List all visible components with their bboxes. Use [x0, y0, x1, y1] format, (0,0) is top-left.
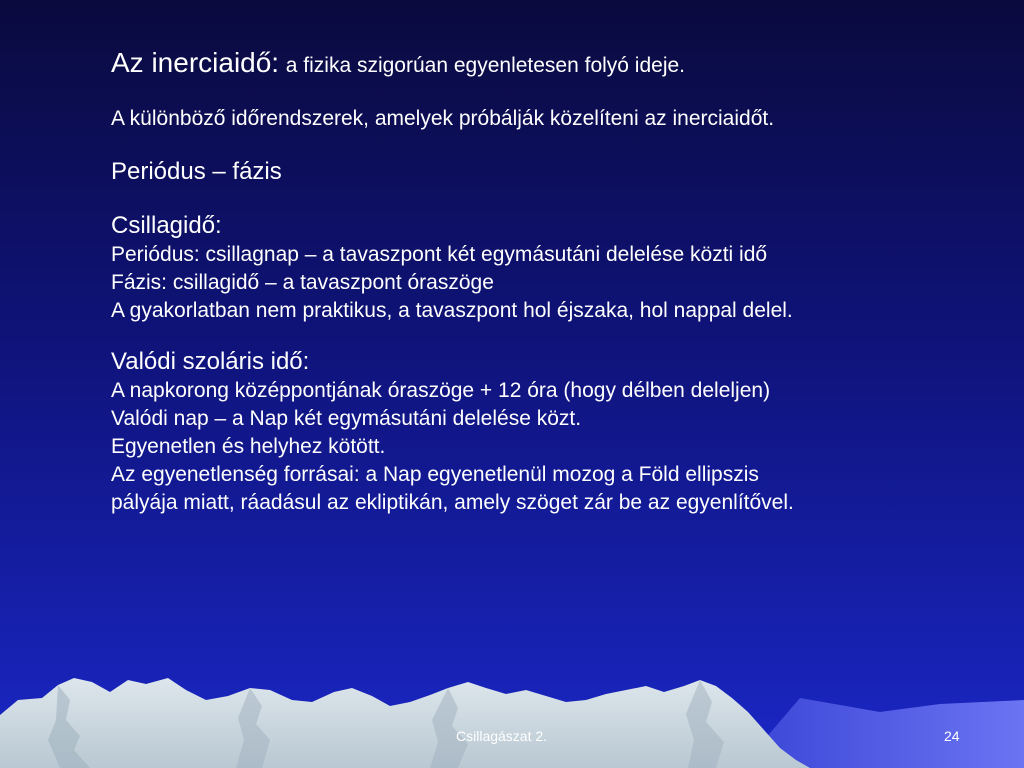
- slide-content: [111, 48, 991, 517]
- solar-heading: Valódi szoláris idő:: [111, 348, 310, 375]
- sidereal-heading: Csillagidő:: [111, 212, 222, 239]
- footer-title: Csillagászat 2.: [456, 728, 548, 744]
- sidereal-line: Fázis: csillagidő – a tavaszpont óraszöge: [111, 271, 494, 294]
- sidereal-line: Periódus: csillagnap – a tavaszpont két egymásutáni delelése közti idő: [111, 243, 768, 266]
- time-systems-text: A különböző időrendszerek, amelyek próbálják közelíteni az inerciaidőt.: [111, 107, 775, 130]
- slide-title: [111, 48, 991, 81]
- slide-number: 24: [944, 728, 960, 744]
- period-phase-heading: Periódus – fázis: [111, 158, 282, 185]
- sidereal-line: A gyakorlatban nem praktikus, a tavaszpont hol éjszaka, hol nappal delel.: [111, 299, 793, 322]
- solar-line: pályája miatt, ráadásul az ekliptikán, amely szöget zár be az egyenlítővel.: [111, 491, 794, 514]
- mountain-landscape: [0, 640, 1024, 768]
- title-main: Az inerciaidő:: [111, 47, 280, 78]
- solar-line: Az egyenetlenség forrásai: a Nap egyenetlenül mozog a Föld ellipszis: [111, 463, 759, 486]
- title-definition: a fizika szigorúan egyenletesen folyó ideje.: [285, 54, 686, 77]
- solar-line: Valódi nap – a Nap két egymásutáni delelése közt.: [111, 407, 582, 430]
- solar-line: A napkorong középpontjának óraszöge + 12 óra (hogy délben deleljen): [111, 379, 771, 402]
- solar-line: Egyenetlen és helyhez kötött.: [111, 435, 386, 458]
